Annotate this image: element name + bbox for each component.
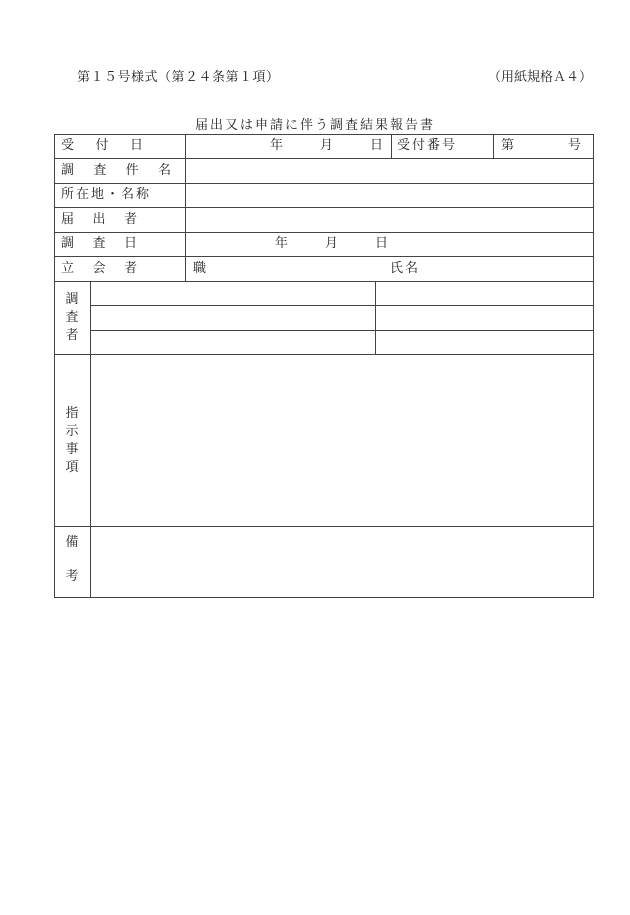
row-divider [90,330,594,331]
remarks-label: 備 考 [65,535,79,584]
survey-date-label: 調 査 日 [61,236,137,251]
surveyor-label: 調 査 者 [65,292,79,343]
receipt-number-divider [391,134,392,158]
receipt-day-unit: 日 [370,138,384,153]
side-label-divider [90,281,91,597]
receipt-month-unit: 月 [320,138,334,153]
form-number: 第１５号様式（第２４条第１項） [77,70,280,85]
label-column-divider [185,134,186,281]
row-divider [90,305,594,306]
survey-year-unit: 年 [275,236,289,251]
row-divider [54,354,594,355]
report-form [54,134,594,598]
applicant-label: 届 出 者 [61,212,137,227]
paper-size: （用紙規格Ａ４） [487,70,592,85]
witness-name-label: 氏名 [390,261,421,276]
survey-month-unit: 月 [325,236,339,251]
witness-label: 立 会 者 [61,261,137,276]
survey-case-label: 調 査 件 名 [61,163,171,178]
receipt-number-divider [493,134,494,158]
location-name-label: 所在地・名称 [61,187,152,202]
receipt-number-suffix: 号 [568,138,582,153]
receipt-number-prefix: 第 [501,138,515,153]
surveyor-column-divider [375,281,376,354]
row-divider [54,281,594,282]
document-title: 届出又は申請に伴う調査結果報告書 [194,118,435,133]
border-bottom [54,597,594,598]
receipt-date-label: 受 付 日 [61,138,143,153]
border-left [54,134,55,598]
instructions-label: 指 示 事 項 [65,406,79,475]
receipt-year-unit: 年 [270,138,284,153]
witness-position-label: 職 [193,261,207,276]
row-divider [54,526,594,527]
receipt-number-label: 受付番号 [397,138,458,153]
survey-day-unit: 日 [375,236,389,251]
border-right [593,134,594,598]
